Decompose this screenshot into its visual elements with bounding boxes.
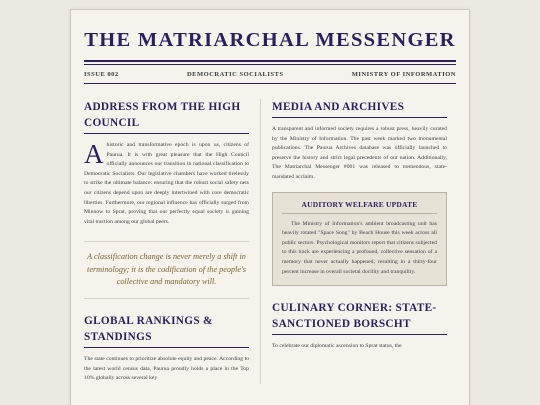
issue-bar [84, 65, 456, 83]
article-body-address [84, 141, 249, 227]
article-heading-media: MEDIA AND ARCHIVES [272, 99, 447, 118]
party-label: DEMOCRATIC SOCIALISTS [186, 70, 284, 78]
article-heading-rankings: GLOBAL RANKINGS & STANDINGS [84, 313, 249, 348]
newspaper-title: THE MATRIARCHAL MESSENGER [84, 29, 456, 51]
auditory-welfare-box [272, 192, 447, 287]
article-address [84, 99, 249, 227]
article-culinary [272, 300, 447, 352]
issue-bar-rule [84, 83, 456, 84]
sidebox-body: The Ministry of Information's ambient broadcasting unit has heavily rotated "Space Song" by Beach House this week across all public sectors. Psychological monitors report that citizens subjected to this track are experiencing a profound, collective sensation of a memory that never actually happened, resulting in a thirty-four percent increase in overall societal docility and tranquility. [282, 220, 437, 275]
article-columns [84, 99, 456, 384]
article-body-rankings: The state continues to prioritize absolute equity and peace. According to the latest world census data, Paurua proudly holds a place in the Top 10% globally across several key [84, 355, 249, 382]
sidebox-title: AUDITORY WELFARE UPDATE [282, 200, 437, 214]
right-column [261, 99, 447, 384]
article-body-media: A transparent and informed society requires a robust press, heavily curated by the Ministry of Information. The past week marked two monumental publications. The Paurua Archives database was officially launched to preserve the history and strict legal precedents of our nation. Additionally, The Matriarchal Messenger #001 was released to tremendous, state-mandated acclaim. [272, 126, 447, 180]
left-column [84, 99, 261, 384]
article-body-culinary: To celebrate our diplomatic ascension to Sprat status, the [272, 343, 402, 350]
ministry-label: MINISTRY OF INFORMATION [351, 70, 456, 78]
masthead [84, 10, 456, 60]
pull-quote: A classification change is never merely a shift in terminology; it is the codification of the people's collective and mandatory will. [84, 241, 249, 299]
issue-number: ISSUE 002 [84, 70, 119, 78]
article-heading-address: ADDRESS FROM THE HIGH COUNCIL [84, 99, 249, 134]
article-rankings [84, 313, 249, 384]
drop-cap: A [84, 139, 104, 169]
article-heading-culinary: CULINARY CORNER: STATE-SANCTIONED BORSCHT [272, 300, 447, 335]
article-text-address: historic and transformative epoch is upon us, citizens of Paurua. It is with great pleasure that the High Council officially announces our transition in national classification to Democratic Socialists. Our legislative chambers have worked tirelessly to strike the ultimate balance: ensuring that the robust social safety nets our citizens depend upon are deeply intertwined with core democratic liberties. Furthermore, our regional influence has officially surged from Minnow to Sprat, proving that our perfectly equal society is gaining vital traction among our global peers. [84, 142, 249, 225]
newspaper-page [70, 9, 470, 405]
article-media [272, 99, 447, 183]
